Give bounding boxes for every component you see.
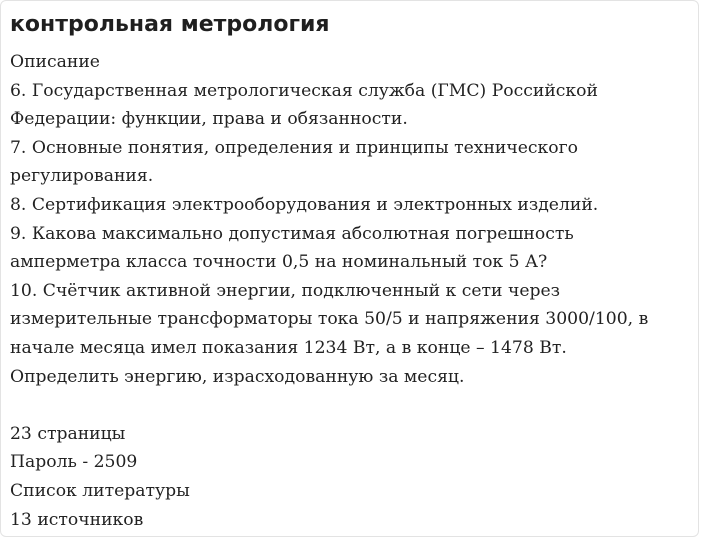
sources-count: 13 источников [10,509,144,530]
question-10-line-1: 10. Счётчик активной энергии, подключенный к сети через [10,280,561,301]
question-8 [10,191,694,220]
spacer [10,391,694,420]
question-6 [10,77,694,134]
document-body [10,48,694,534]
question-7-line-1: 7. Основные понятия, определения и принципы технического [10,137,578,158]
question-9-line-2: амперметра класса точности 0,5 на номинальный ток 5 А? [10,252,548,273]
question-7-line-2: регулирования. [10,166,154,187]
question-7 [10,134,694,191]
bibliography-label: Список литературы [10,480,190,501]
question-10-line-4: Определить энергию, израсходованную за месяц. [10,366,465,387]
password-text: Пароль - 2509 [10,452,138,473]
pages-count: 23 страницы [10,423,126,444]
question-10 [10,277,694,391]
question-10-line-2: измерительные трансформаторы тока 50/5 и напряжения 3000/100, в [10,309,649,330]
description-label: Описание [10,52,100,72]
question-9 [10,220,694,277]
question-8-line-1: 8. Сертификация электрооборудования и электронных изделий. [10,194,599,215]
question-9-line-1: 9. Какова максимально допустимая абсолютная погрешность [10,223,574,244]
question-10-line-3: начале месяца имел показания 1234 Вт, а в конце – 1478 Вт. [10,337,567,358]
question-6-line-2: Федерации: функции, права и обязанности. [10,109,408,130]
page-title: контрольная метрология [10,12,330,37]
question-6-line-1: 6. Государственная метрологическая служба (ГМС) Российской [10,80,598,101]
